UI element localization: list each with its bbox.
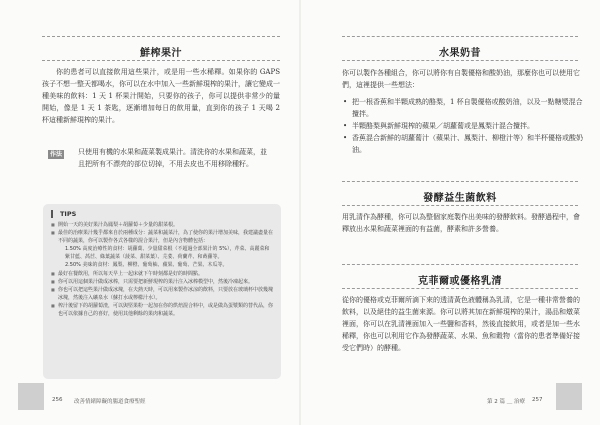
section-title-whey: 克菲爾或優格乳清 [418,276,502,287]
page-number-right: 257 [532,397,543,403]
list-item: • 把一根香蕉和半顆成熟的酪梨，1 杯自製優格或酸奶油，以及一點糖漿混合攪拌。 [343,96,583,120]
section-divider [42,36,280,37]
list-item: • 香蕉混合新鮮的胡蘿蔔汁（蘋果汁、鳳梨汁、柳橙汁等）和半杯優格或酸奶油。 [343,132,583,156]
tip-item: ■ 你可以用這個果汁做成冰棒，只需要把新鮮現榨的果汁注入冰棒模型中，然後冷凍起來。 [51,278,273,286]
method-label: 作法 [49,151,62,158]
smoothie-list [343,96,583,156]
smoothie-intro [342,67,580,91]
section-title-fruit-smoothie: 水果奶昔 [439,48,481,59]
tip-item: ■ 最佳的治療果汁幾乎都來自於兩種成分：蔬菜和蔬菜汁，為了使你的果汁增加美味，我建議盡量在不同的蔬果，你可以製作各式各樣的混合果汁，但是內含物體包括： [51,229,273,245]
probiotic-text [342,211,580,235]
section-divider [342,36,578,37]
fresh-juice-intro [42,66,280,126]
page-tab [556,383,582,410]
list-item: • 半顆酪梨與新鮮現榨的蘋果／胡蘿蔔或是鳳梨汁混合攪拌。 [343,120,583,132]
whey-paragraph: 從你的優格或克菲爾所滴下來的透清黃色液體稱為乳清，它是一種非常營養的飲料，以及絕佳的益生菌來源。你可以將其加在新鮮現榨的果汁，湯品和燉菜裡面，你可以在乳清裡面加入一些鹽和香料，然後直接飲用，或者是加一些水稀釋，你也可以利用它作為發酵蔬菜、水果、魚和穀物（當你的患者準備好接受它們時）的酵種。 [342,296,580,352]
smoothie-intro-text: 你可以製作各種組合，你可以將你有自製優格和酸奶油，那麼你也可以使用它們，這裡提供一些想法： [342,69,580,89]
section-divider [342,288,578,289]
page-tab [18,383,44,410]
method-text: 只使用有機的水果和蔬菜製成果汁。清洗你的水果和蔬菜，並且把所有不漂亮的部位切掉，不用去皮也不用移除種籽。 [78,148,267,168]
tip-item: ■ 開始一天的美好果汁為鳳梨＋胡蘿蔔＋少量的甜菜根。 [51,221,273,229]
running-title-right: 第 2 篇 ＿ 治療 [487,399,525,405]
section-divider [342,181,578,182]
tip-item: 1.50% 高度治療性的食材：胡蘿蔔、少量甜菜根（不超過全部果汁的 5%），芹菜、高麗菜和紫甘藍、萵苣、綠葉蔬菜（菠菜、甜菜葉）、芫荽、荷蘭芹、和蒔蘿等。 [65,246,270,261]
intro-paragraph: 你的患者可以直接飲用這些果汁，或是用一些水稀釋。如果你的 GAPS 孩子不想一整天都喝水，你可以在水中加入一些新鮮現榨的果汁，讓它變成一種美味的飲料：1 天 1 杯果汁開始，只要你的孩子，你可以提供非常少的量開始，像是 1 天 1 茶匙，逐漸增加每日的飲用量，直到你的孩子 1 天喝 2 杯這種新鮮現榨的果汁。 [42,68,280,124]
tips-box [43,204,281,379]
tip-item: 2.50% 美味的食材：鳳梨、柳橙、葡萄柚、蘋果、葡萄、芒果、木瓜等。 [65,262,228,269]
section-title-probiotic-drinks: 發酵益生菌飲料 [423,193,497,204]
tips-title: TIPS [51,210,273,218]
tip-item: ■ 你也可以把這些果汁做成冰塊，在夫熱天時，可以用來製作冰涼的飲料，只要放在玻璃杯中放幾塊冰塊，然後注入礦泉水（蘇打水或檸檬汁水）。 [51,286,273,302]
section-divider [342,60,578,61]
tips-list [51,221,273,318]
section-divider [42,60,280,61]
tip-item: ■ 榨汁後留下的胡蘿蔔渣，可以與堅果粉一起加在你的烘焙混合料中，或是做為蛋漿類的替代品，你也可以依據自己的喜好，使用其他剩餘的果肉和蔬菜。 [51,302,273,318]
tip-item: ■ 最好在餐飲用，所以每天早上一起床就下午時刻都是好的時間點。 [51,270,273,278]
section-divider [342,205,578,206]
probiotic-paragraph: 用乳清作為酵種，你可以為整個家庭製作出美味的發酵飲料。發酵過程中，會釋放出水果和蔬菜裡面的有益菌，酵素和許多營養。 [342,213,580,233]
whey-text [342,294,580,354]
running-title-left: 改善情緒障礙的腸道食療聖經 [74,399,146,405]
section-title-fresh-juice: 鮮榨果汁 [140,48,182,59]
page-number-left: 256 [52,397,63,403]
section-divider [342,264,578,265]
